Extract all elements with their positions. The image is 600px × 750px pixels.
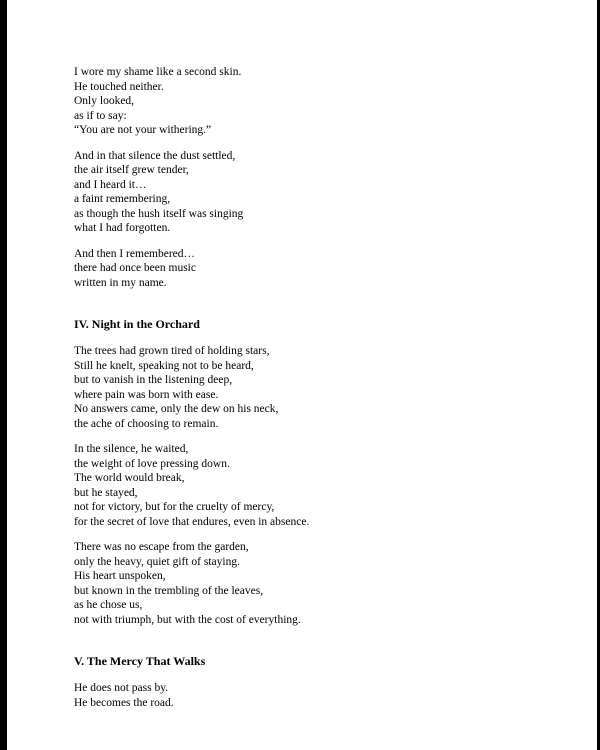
poem-line: He touched neither. (74, 80, 164, 93)
poem-line: the weight of love pressing down. (74, 457, 230, 470)
poem-line: as though the hush itself was singing (74, 207, 244, 220)
poem-line: His heart unspoken, (74, 570, 166, 582)
poem-line: only the heavy, quiet gift of staying. (74, 555, 240, 568)
section-heading-iv: IV. Night in the Orchard (74, 317, 200, 331)
stanza (74, 344, 574, 431)
poem-line: I wore my shame like a second skin. (74, 66, 242, 78)
poem-line: not for victory, but for the cruelty of mercy, (74, 501, 275, 513)
stanza (74, 247, 574, 291)
stanza (74, 65, 574, 138)
poem-line: Still he knelt, speaking not to be heard, (74, 359, 254, 372)
poem-line: but he stayed, (74, 486, 138, 499)
poem-line: the air itself grew tender, (74, 164, 189, 176)
poem-line: The world would break, (74, 472, 185, 484)
poem-line: Only looked, (74, 95, 135, 107)
poem-line: a faint remembering, (74, 193, 171, 205)
poem-line: the ache of choosing to remain. (74, 417, 219, 430)
stanza (74, 681, 574, 710)
poem-line: And in that silence the dust settled, (74, 149, 236, 162)
poem-line: He becomes the road. (74, 696, 174, 709)
poem-line: not with triumph, but with the cost of everything. (74, 613, 301, 626)
poem-line: No answers came, only the dew on his neck, (74, 403, 279, 415)
document-page (74, 65, 574, 721)
poem-line: what I had forgotten. (74, 222, 171, 234)
page-edge-left (0, 0, 7, 750)
poem-line: There was no escape from the garden, (74, 541, 249, 553)
poem-line: In the silence, he waited, (74, 443, 189, 455)
poem-line: for the secret of love that endures, even in absence. (74, 515, 310, 528)
section-heading-v: V. The Mercy That Walks (74, 654, 206, 668)
poem-line: as if to say: (74, 109, 127, 122)
poem-line: “You are not your withering.” (74, 124, 212, 136)
poem-line: there had once been music (74, 262, 196, 274)
poem-line: where pain was born with ease. (74, 388, 219, 401)
poem-line: The trees had grown tired of holding stars, (74, 345, 270, 357)
stanza (74, 540, 574, 627)
poem-line: as he chose us, (74, 599, 143, 611)
poem-line: written in my name. (74, 276, 167, 289)
poem-line: And then I remembered… (74, 247, 196, 260)
stanza (74, 149, 574, 236)
poem-line: but to vanish in the listening deep, (74, 374, 233, 386)
stanza (74, 442, 574, 529)
poem-line: He does not pass by. (74, 682, 169, 694)
poem-line: but known in the trembling of the leaves, (74, 584, 264, 597)
poem-line: and I heard it… (74, 178, 147, 191)
